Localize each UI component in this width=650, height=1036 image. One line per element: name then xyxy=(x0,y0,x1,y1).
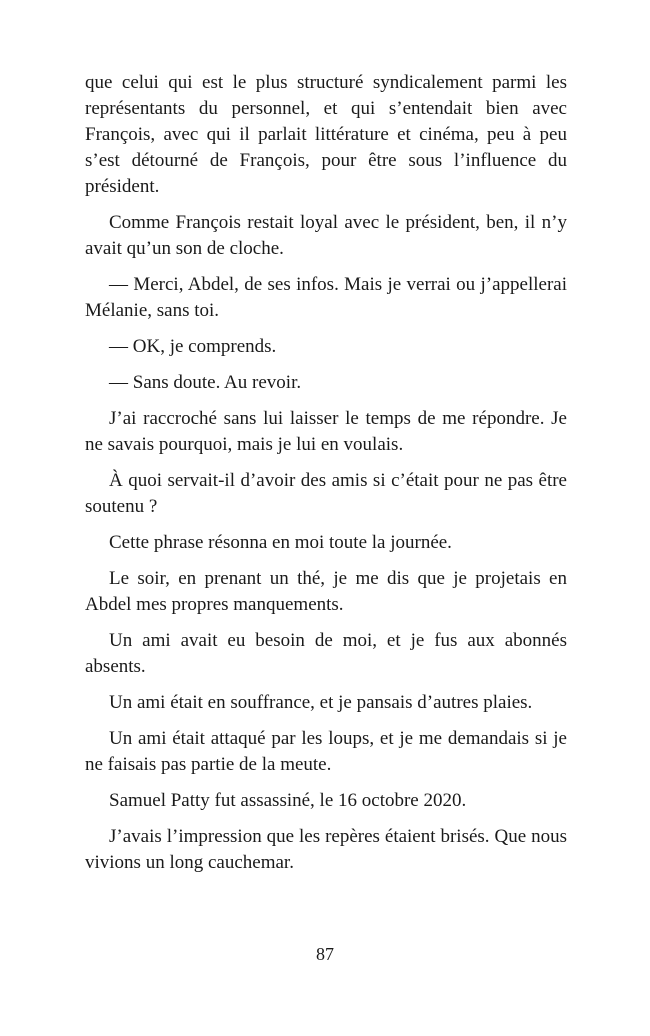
paragraph: Cette phrase résonna en moi toute la journée. xyxy=(109,532,452,553)
paragraph: Un ami était attaqué par les loups, et je me demandais si je ne faisais pas partie de la meute. xyxy=(85,728,567,775)
page-body xyxy=(85,70,567,886)
paragraph: Samuel Patty fut assassiné, le 16 octobre 2020. xyxy=(109,790,467,811)
paragraph: J’avais l’impression que les repères étaient brisés. Que nous vivions un long cauchemar. xyxy=(85,826,567,873)
paragraph: Un ami avait eu besoin de moi, et je fus aux abonnés absents. xyxy=(85,630,567,677)
page-number: 87 xyxy=(316,944,334,964)
paragraph: Un ami était en souffrance, et je pansais d’autres plaies. xyxy=(109,692,533,713)
dialogue-line: — Sans doute. Au revoir. xyxy=(109,372,302,393)
dialogue-line: — OK, je comprends. xyxy=(109,336,277,357)
paragraph-continued: que celui qui est le plus structuré syndicalement parmi les représentants du personnel, et qui s’entendait bien avec François, avec qui il parlait littérature et cinéma, peu à peu s’est détourné de François, pour être sous l’influence du président. xyxy=(85,72,567,197)
paragraph: Comme François restait loyal avec le président, ben, il n’y avait qu’un son de cloche. xyxy=(85,212,567,259)
dialogue-line: — Merci, Abdel, de ses infos. Mais je verrai ou j’appellerai Mélanie, sans toi. xyxy=(85,274,567,321)
paragraph: À quoi servait-il d’avoir des amis si c’était pour ne pas être soutenu ? xyxy=(85,470,567,517)
paragraph: J’ai raccroché sans lui laisser le temps de me répondre. Je ne savais pourquoi, mais je lui en voulais. xyxy=(85,408,567,455)
paragraph: Le soir, en prenant un thé, je me dis que je projetais en Abdel mes propres manquements. xyxy=(85,568,567,615)
